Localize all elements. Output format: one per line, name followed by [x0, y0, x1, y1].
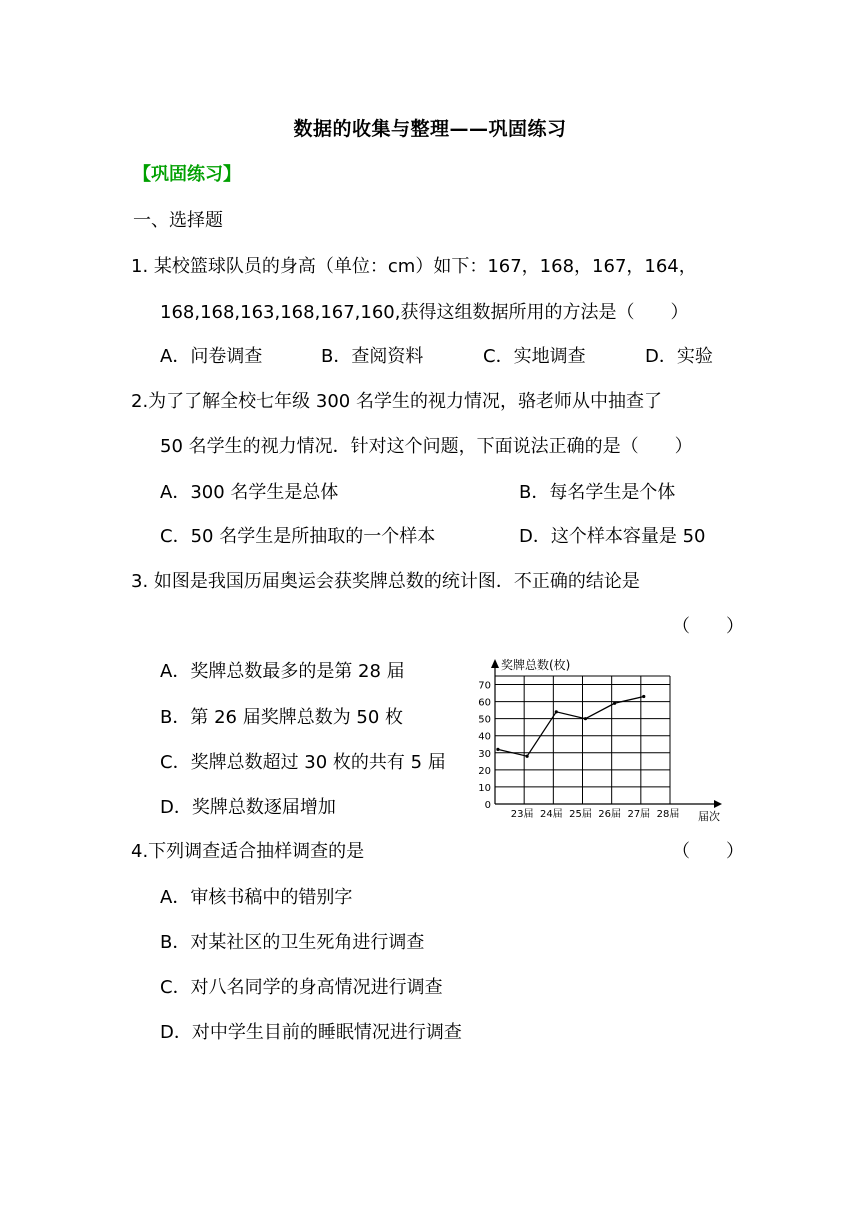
x-tick-label: 27届 [627, 809, 651, 820]
q2-option-c: C．50 名学生是所抽取的一个样本 [160, 526, 436, 547]
y-tick-label: 0 [484, 800, 491, 811]
data-point [642, 695, 645, 698]
data-point [555, 710, 558, 713]
y-tick-label: 40 [478, 731, 491, 743]
q4-answer-paren: （ ） [672, 841, 744, 862]
y-tick-label: 30 [478, 748, 491, 760]
q3-option-d: D．奖牌总数逐届增加 [160, 797, 336, 818]
x-tick-label: 25届 [569, 809, 592, 820]
section-label: 【巩固练习】 [133, 164, 241, 185]
q2-option-d: D．这个样本容量是 50 [519, 526, 706, 547]
q2-stem-line1: 2.为了了解全校七年级 300 名学生的视力情况，骆老师从中抽查了 [131, 391, 662, 412]
data-point [525, 755, 528, 758]
q2-option-b: B．每名学生是个体 [519, 482, 676, 503]
x-tick-label: 24届 [539, 809, 563, 820]
part-heading: 一、选择题 [133, 210, 223, 231]
data-point [613, 702, 616, 705]
y-tick-label: 50 [478, 714, 491, 726]
data-series-line [498, 697, 644, 757]
q1-option-b: B．查阅资料 [321, 346, 424, 367]
y-axis-label: 奖牌总数(枚) [501, 658, 571, 672]
q2-stem-line2: 50 名学生的视力情况．针对这个问题，下面说法正确的是（ ） [160, 436, 693, 457]
q1-option-d: D．实验 [645, 346, 713, 367]
page-title: 数据的收集与整理——巩固练习 [293, 118, 567, 140]
q4-stem-line1: 4.下列调查适合抽样调查的是 [131, 841, 365, 862]
q4-option-b: B．对某社区的卫生死角进行调查 [160, 932, 425, 953]
x-axis-arrow [714, 800, 722, 808]
y-tick-label: 60 [478, 697, 491, 709]
q4-option-a: A．审核书稿中的错别字 [160, 887, 353, 908]
y-tick-label: 20 [478, 765, 491, 777]
y-tick-label: 70 [478, 680, 491, 692]
q1-stem-line2: 168,168,163,168,167,160,获得这组数据所用的方法是（ ） [160, 302, 689, 323]
q1-option-c: C．实地调查 [483, 346, 586, 367]
q3-answer-paren: （ ） [672, 616, 744, 637]
y-axis-arrow [491, 659, 499, 668]
medal-line-chart [468, 654, 728, 824]
q1-option-a: A．问卷调查 [160, 346, 263, 367]
q3-option-b: B．第 26 届奖牌总数为 50 枚 [160, 707, 404, 728]
x-tick-label: 23届 [510, 809, 534, 820]
y-tick-label: 10 [478, 782, 491, 794]
x-tick-label: 26届 [598, 809, 622, 820]
q3-option-a: A．奖牌总数最多的是第 28 届 [160, 661, 405, 682]
data-point [584, 717, 587, 720]
q4-option-c: C．对八名同学的身高情况进行调查 [160, 977, 443, 998]
x-axis-label: 届次 [698, 810, 720, 823]
q3-stem-line1: 3. 如图是我国历届奥运会获奖牌总数的统计图．不正确的结论是 [131, 571, 640, 592]
x-tick-label: 28届 [656, 809, 680, 820]
q1-stem-line1: 1. 某校篮球队员的身高（单位：cm）如下：167，168，167，164， [131, 256, 697, 277]
q2-option-a: A．300 名学生是总体 [160, 482, 339, 503]
q3-option-c: C．奖牌总数超过 30 枚的共有 5 届 [160, 752, 446, 773]
q4-option-d: D．对中学生目前的睡眠情况进行调查 [160, 1022, 462, 1043]
data-point [496, 748, 499, 751]
